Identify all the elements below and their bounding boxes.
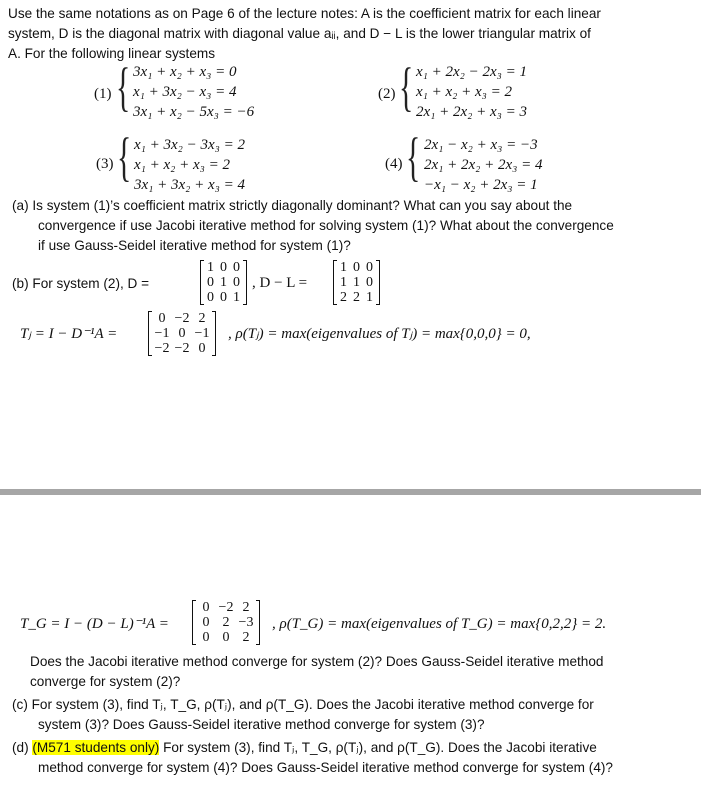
matrix-DL-cell: 1 (340, 260, 347, 275)
tj-rho: , ρ(Tⱼ) = max(eigenvalues of Tⱼ) = max{0,0,0} = 0, (228, 326, 531, 342)
part-a-line-2: convergence if use Jacobi iterative method for solving system (1)? What about the convergence (38, 218, 614, 233)
intro-line-2: system, D is the diagonal matrix with diagonal value aᵢᵢ, and D − L is the lower triangular matrix of (8, 26, 591, 41)
part-d-line-2: method converge for system (4)? Does Gauss-Seidel iterative method converge for system (4)? (38, 760, 613, 775)
part-c-line-2: system (3)? Does Gauss-Seidel iterative method converge for system (3)? (38, 717, 485, 732)
matrix-D-cell: 0 (207, 275, 214, 290)
matrix-DL-cell: 0 (366, 260, 373, 275)
part-b-prefix: (b) For system (2), D = (12, 276, 150, 291)
matrix-DL-cell: 2 (353, 290, 360, 305)
matrix-D-cell: 1 (220, 275, 227, 290)
matrix-TG-cell: 0 (222, 630, 230, 645)
system-2-label: (2) (378, 86, 396, 102)
system-4-brace: { (406, 127, 421, 187)
system-2-eq-1: x₁ + 2x₂ − 2x₃ = 1 (416, 64, 527, 80)
system-1-label: (1) (94, 86, 112, 102)
system-4-eq-2: 2x₁ + 2x₂ + 2x₃ = 4 (424, 157, 543, 173)
tj-label: Tⱼ = I − D⁻¹A = (20, 326, 118, 342)
tg-label: T_G = I − (D − L)⁻¹A = (20, 616, 169, 632)
system-1-eq-3: 3x₁ + x₂ − 5x₃ = −6 (133, 104, 255, 120)
matrix-TG-cell: 2 (242, 630, 250, 645)
system-1-eq-1: 3x₁ + x₂ + x₃ = 0 (133, 64, 237, 80)
system-3-brace: { (117, 127, 132, 187)
matrix-TJ (148, 311, 216, 356)
system-4-eq-1: 2x₁ − x₂ + x₃ = −3 (424, 137, 538, 153)
part-a-line-3: if use Gauss-Seidel iterative method for system (1)? (38, 238, 351, 253)
matrix-TJ-cell: 0 (178, 326, 186, 341)
system-4-eq-3: −x₁ − x₂ + 2x₃ = 1 (424, 177, 538, 193)
matrix-D (200, 260, 247, 305)
matrix-TG-cell: 2 (222, 615, 230, 630)
matrix-D-cell: 0 (233, 275, 240, 290)
system-3-eq-2: x₁ + x₂ + x₃ = 2 (134, 157, 230, 173)
matrix-TG-cell: 0 (202, 630, 210, 645)
matrix-TJ-cell: 0 (198, 341, 206, 356)
m571-highlight: (M571 students only) (32, 740, 160, 755)
matrix-TJ-cell: 2 (198, 311, 206, 326)
system-3-eq-1: x₁ + 3x₂ − 3x₃ = 2 (134, 137, 245, 153)
matrix-TJ-cell: −2 (174, 311, 190, 326)
intro-line-1: Use the same notations as on Page 6 of the lecture notes: A is the coefficient matrix for each linear (8, 6, 601, 21)
matrix-D-cell: 0 (220, 290, 227, 305)
dl-label: , D − L = (252, 275, 308, 291)
part-d-prefix: (d) (12, 740, 33, 755)
part-d-line-1 (12, 740, 597, 756)
matrix-TJ-cell: 0 (158, 311, 166, 326)
matrix-D-cell: 1 (207, 260, 214, 275)
matrix-TJ-cell: −1 (154, 326, 170, 341)
tg-rho: , ρ(T_G) = max(eigenvalues of T_G) = max{0,2,2} = 2. (272, 616, 607, 632)
system-3-eq-3: 3x₁ + 3x₂ + x₃ = 4 (134, 177, 245, 193)
matrix-DL-cell: 2 (340, 290, 347, 305)
matrix-DL-cell: 0 (353, 260, 360, 275)
part-a-line-1: (a) Is system (1)’s coefficient matrix strictly diagonally dominant? What can you say about the (12, 198, 573, 213)
system-4-label: (4) (385, 156, 403, 172)
matrix-TG-cell: −2 (218, 600, 234, 615)
matrix-D-cell: 0 (207, 290, 214, 305)
part-d-line-1-rest: For system (3), find Tⱼ, T_G, ρ(Tⱼ), and ρ(T_G). Does the Jacobi iterative (159, 740, 597, 755)
matrix-DL-cell: 1 (366, 290, 373, 305)
matrix-D-minus-L (333, 260, 380, 305)
system-2-brace: { (399, 57, 414, 117)
matrix-DL-cell: 0 (366, 275, 373, 290)
matrix-DL-cell: 1 (353, 275, 360, 290)
matrix-TG (192, 600, 260, 645)
part-c-line-1: (c) For system (3), find Tⱼ, T_G, ρ(Tⱼ), and ρ(T_G). Does the Jacobi iterative method converge for (12, 697, 594, 712)
section-divider (0, 489, 701, 495)
system-1-brace: { (116, 57, 131, 117)
matrix-D-cell: 0 (220, 260, 227, 275)
matrix-DL-cell: 1 (340, 275, 347, 290)
matrix-TJ-cell: −1 (194, 326, 210, 341)
matrix-D-cell: 0 (233, 260, 240, 275)
matrix-TJ-cell: −2 (174, 341, 190, 356)
matrix-TJ-cell: −2 (154, 341, 170, 356)
intro-line-3: A. For the following linear systems (8, 46, 216, 61)
part-b-question-1: Does the Jacobi iterative method converge for system (2)? Does Gauss-Seidel iterative method (30, 654, 604, 669)
system-2-eq-3: 2x₁ + 2x₂ + x₃ = 3 (416, 104, 527, 120)
system-1-eq-2: x₁ + 3x₂ − x₃ = 4 (133, 84, 237, 100)
system-3-label: (3) (96, 156, 114, 172)
matrix-D-cell: 1 (233, 290, 240, 305)
system-2-eq-2: x₁ + x₂ + x₃ = 2 (416, 84, 512, 100)
matrix-TG-cell: 0 (202, 615, 210, 630)
matrix-TG-cell: 0 (202, 600, 210, 615)
part-b-question-2: converge for system (2)? (30, 674, 181, 689)
matrix-TG-cell: −3 (238, 615, 254, 630)
matrix-TG-cell: 2 (242, 600, 250, 615)
